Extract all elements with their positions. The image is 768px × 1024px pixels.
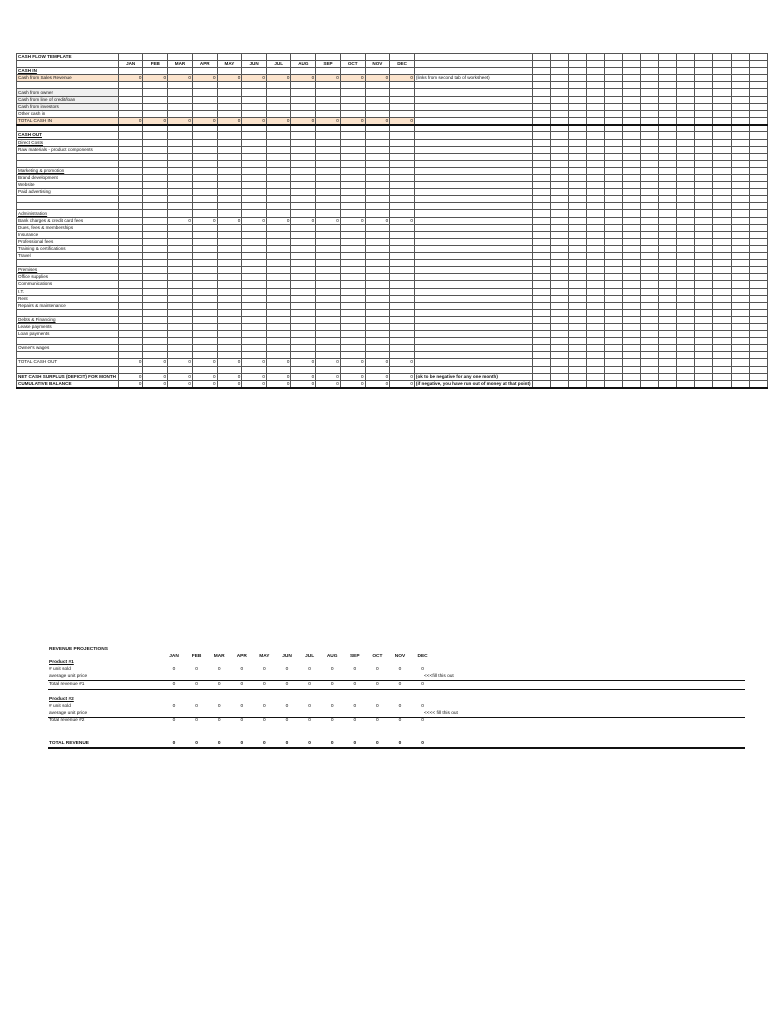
units-cell: 0 — [195, 704, 198, 709]
month-header: AUG — [326, 654, 338, 659]
month-cell[interactable]: 0 — [118, 380, 143, 388]
month-cell[interactable]: 0 — [390, 373, 415, 380]
month-header[interactable]: NOV — [365, 61, 390, 68]
month-cell[interactable]: 0 — [291, 359, 316, 366]
month-cell[interactable]: 0 — [143, 117, 168, 125]
total-revenue-cell: 0 — [285, 741, 289, 746]
total-cell: 0 — [421, 718, 424, 723]
total-revenue-cell: 0 — [240, 741, 244, 746]
month-cell[interactable]: 0 — [168, 217, 193, 224]
month-cell[interactable]: 0 — [118, 373, 143, 380]
total-cell: 0 — [240, 682, 244, 687]
total-cell: 0 — [195, 718, 198, 723]
month-cell[interactable]: 0 — [316, 380, 341, 388]
row-divider — [48, 680, 745, 681]
row-label[interactable]: Communications — [17, 281, 119, 288]
row-label[interactable]: Debts & Financing — [17, 316, 119, 323]
month-cell[interactable]: 0 — [143, 359, 168, 366]
units-cell: 0 — [376, 667, 379, 672]
month-cell[interactable]: 0 — [217, 359, 242, 366]
month-header: APR — [236, 654, 247, 659]
row-label[interactable]: Travel — [17, 253, 119, 260]
total-revenue-cell: 0 — [308, 741, 311, 746]
month-cell[interactable]: 0 — [217, 75, 242, 82]
row-label[interactable]: Rent — [17, 295, 119, 302]
units-cell: 0 — [240, 704, 244, 709]
units-cell: 0 — [285, 667, 289, 672]
month-cell[interactable]: 0 — [192, 117, 217, 125]
units-cell: 0 — [308, 704, 311, 709]
row-label[interactable]: Loan payments — [17, 331, 119, 338]
month-cell[interactable]: 0 — [242, 380, 267, 388]
total-cell: 0 — [195, 682, 198, 687]
month-cell[interactable]: 0 — [118, 75, 143, 82]
row-label[interactable]: Marketing & promotion — [17, 167, 119, 174]
month-cell[interactable]: 0 — [143, 75, 168, 82]
row-label[interactable]: Repairs & maintenance — [17, 302, 119, 309]
month-header[interactable]: JUL — [266, 61, 291, 68]
month-cell[interactable]: 0 — [291, 217, 316, 224]
row-note[interactable]: (links from second tab of worksheet) — [414, 75, 532, 82]
units-cell: 0 — [421, 667, 424, 672]
month-cell[interactable]: 0 — [192, 217, 217, 224]
total-cell: 0 — [398, 718, 402, 723]
month-cell[interactable]: 0 — [390, 380, 415, 388]
month-header: JUL — [305, 654, 315, 659]
total-revenue-cell: 0 — [353, 741, 357, 746]
row-label[interactable]: Administration — [17, 210, 119, 217]
units-cell: 0 — [285, 704, 289, 709]
month-cell[interactable]: 0 — [242, 373, 267, 380]
row-label[interactable]: Owner's wages — [17, 345, 119, 352]
month-cell[interactable]: 0 — [316, 373, 341, 380]
month-cell[interactable]: 0 — [340, 380, 365, 388]
row-label[interactable]: Direct Costs — [17, 139, 119, 146]
product2-units-label: # unit sold — [49, 704, 71, 709]
month-cell[interactable]: 0 — [143, 380, 168, 388]
month-cell[interactable]: 0 — [168, 380, 193, 388]
month-cell[interactable]: 0 — [291, 75, 316, 82]
month-cell[interactable]: 0 — [316, 75, 341, 82]
month-cell[interactable]: 0 — [291, 373, 316, 380]
month-cell[interactable]: 0 — [217, 217, 242, 224]
month-cell[interactable]: 0 — [143, 373, 168, 380]
row-label[interactable]: Lease payments — [17, 323, 119, 330]
units-cell: 0 — [172, 667, 176, 672]
month-cell[interactable]: 0 — [118, 117, 143, 125]
total-divider — [48, 747, 745, 749]
row-label[interactable]: TOTAL CASH OUT — [17, 359, 119, 366]
units-cell: 0 — [398, 704, 402, 709]
row-label[interactable]: Cash from investors — [17, 103, 119, 110]
total-cell: 0 — [217, 682, 221, 687]
row-note[interactable]: (ok to be negative for any one month) — [414, 373, 532, 380]
month-header[interactable]: JUN — [242, 61, 267, 68]
month-cell[interactable]: 0 — [365, 359, 390, 366]
month-cell[interactable]: 0 — [242, 75, 267, 82]
month-cell[interactable]: 0 — [192, 359, 217, 366]
month-cell[interactable]: 0 — [192, 373, 217, 380]
units-cell: 0 — [330, 704, 334, 709]
month-cell[interactable]: 0 — [168, 75, 193, 82]
month-cell[interactable]: 0 — [242, 359, 267, 366]
total-cell: 0 — [172, 718, 176, 723]
month-cell[interactable]: 0 — [365, 373, 390, 380]
total-cell: 0 — [330, 718, 334, 723]
row-label[interactable]: Premises — [17, 267, 119, 274]
month-cell[interactable]: 0 — [192, 380, 217, 388]
row-label[interactable]: Dues, fees & memberships — [17, 224, 119, 231]
month-header[interactable]: MAR — [168, 61, 193, 68]
total-revenue-cell: 0 — [330, 741, 334, 746]
total-cell: 0 — [398, 682, 402, 687]
units-cell: 0 — [217, 667, 221, 672]
row-label[interactable]: Cash from line of credit/loan — [17, 96, 119, 103]
row-label[interactable]: Bank charges & credit card fees — [17, 217, 119, 224]
row-label[interactable]: Website — [17, 182, 119, 189]
row-label[interactable]: CASH IN — [17, 68, 119, 75]
month-header: FEB — [191, 654, 202, 659]
row-label[interactable]: CUMULATIVE BALANCE — [17, 380, 119, 388]
total-revenue-cell: 0 — [263, 741, 266, 746]
month-header: JAN — [169, 654, 179, 659]
month-cell[interactable]: 0 — [168, 373, 193, 380]
row-label[interactable]: CASH OUT — [17, 132, 119, 139]
month-cell[interactable]: 0 — [316, 359, 341, 366]
month-cell[interactable]: 0 — [390, 75, 415, 82]
total-revenue-cell: 0 — [172, 741, 176, 746]
month-cell[interactable]: 0 — [168, 117, 193, 125]
row-label[interactable]: Training & certifications — [17, 245, 119, 252]
units-cell: 0 — [263, 667, 266, 672]
product2-price-note: <<<< fill this out — [424, 711, 458, 716]
total-revenue-cell: 0 — [398, 741, 402, 746]
month-cell[interactable]: 0 — [316, 217, 341, 224]
month-cell[interactable]: 0 — [365, 117, 390, 125]
units-cell: 0 — [172, 704, 176, 709]
month-header[interactable]: SEP — [316, 61, 341, 68]
month-cell[interactable]: 0 — [365, 380, 390, 388]
month-header[interactable]: JAN — [118, 61, 143, 68]
month-cell[interactable]: 0 — [390, 359, 415, 366]
month-cell[interactable]: 0 — [390, 217, 415, 224]
row-label[interactable]: Insurance — [17, 231, 119, 238]
month-cell[interactable]: 0 — [291, 117, 316, 125]
units-cell: 0 — [330, 667, 334, 672]
month-header[interactable]: OCT — [340, 61, 365, 68]
row-label[interactable]: CASH FLOW TEMPLATE — [17, 54, 119, 61]
month-cell[interactable]: 0 — [168, 359, 193, 366]
month-cell[interactable]: 0 — [340, 359, 365, 366]
units-cell: 0 — [376, 704, 379, 709]
product1-price-label: average unit price — [49, 674, 88, 679]
product2-price-label: average unit price — [49, 711, 88, 716]
total-cell: 0 — [263, 682, 266, 687]
month-cell[interactable]: 0 — [266, 217, 291, 224]
month-cell[interactable]: 0 — [340, 117, 365, 125]
product1-total-label: Total revenue #1 — [49, 682, 85, 687]
month-header: MAR — [213, 654, 225, 659]
month-cell[interactable]: 0 — [390, 117, 415, 125]
total-revenue-label: TOTAL REVENUE — [49, 741, 89, 746]
total-cell: 0 — [217, 718, 221, 723]
total-cell: 0 — [285, 682, 289, 687]
row-label[interactable]: I.T. — [17, 288, 119, 295]
total-cell: 0 — [353, 682, 357, 687]
month-cell[interactable]: 0 — [242, 217, 267, 224]
month-header[interactable]: AUG — [291, 61, 316, 68]
month-cell[interactable]: 0 — [217, 380, 242, 388]
month-cell[interactable]: 0 — [291, 380, 316, 388]
month-header[interactable]: FEB — [143, 61, 168, 68]
units-cell: 0 — [353, 704, 357, 709]
total-revenue-cell: 0 — [421, 741, 424, 746]
units-cell: 0 — [421, 704, 424, 709]
total-cell: 0 — [376, 682, 379, 687]
month-cell[interactable]: 0 — [266, 117, 291, 125]
month-header: OCT — [372, 654, 383, 659]
month-header: SEP — [349, 654, 360, 659]
units-cell: 0 — [308, 667, 311, 672]
row-label[interactable]: Brand development — [17, 175, 119, 182]
total-cell: 0 — [263, 718, 266, 723]
total-cell: 0 — [285, 718, 289, 723]
total-cell: 0 — [421, 682, 424, 687]
month-cell[interactable]: 0 — [365, 217, 390, 224]
row-label[interactable]: Professional fees — [17, 238, 119, 245]
units-cell: 0 — [353, 667, 357, 672]
units-cell: 0 — [263, 704, 266, 709]
month-header: JUN — [282, 654, 292, 659]
month-cell[interactable]: 0 — [192, 75, 217, 82]
month-cell[interactable]: 0 — [340, 75, 365, 82]
product1-name: Product #1 — [49, 660, 74, 665]
total-revenue-cell: 0 — [195, 741, 198, 746]
units-cell: 0 — [398, 667, 402, 672]
month-cell[interactable]: 0 — [266, 75, 291, 82]
month-cell[interactable]: 0 — [217, 373, 242, 380]
row-label[interactable]: Office supplies — [17, 274, 119, 281]
row-label[interactable]: Raw materials - product components — [17, 146, 119, 153]
total-cell: 0 — [308, 682, 311, 687]
month-header[interactable]: MAY — [217, 61, 242, 68]
total-cell: 0 — [240, 718, 244, 723]
month-cell[interactable]: 0 — [266, 359, 291, 366]
month-cell[interactable]: 0 — [365, 75, 390, 82]
month-cell[interactable]: 0 — [242, 117, 267, 125]
units-cell: 0 — [217, 704, 221, 709]
month-cell[interactable]: 0 — [266, 373, 291, 380]
total-revenue-cell: 0 — [376, 741, 379, 746]
total-cell: 0 — [330, 682, 334, 687]
row-label[interactable]: Cash from Sales Revenue — [17, 75, 119, 82]
total-cell: 0 — [353, 718, 357, 723]
month-cell[interactable]: 0 — [340, 217, 365, 224]
month-cell[interactable]: 0 — [316, 117, 341, 125]
month-header: DEC — [417, 654, 428, 659]
month-header: MAY — [259, 654, 270, 659]
row-label[interactable]: Cash from owner — [17, 89, 119, 96]
month-header[interactable]: APR — [192, 61, 217, 68]
product2-total-label: Total revenue #2 — [49, 718, 85, 723]
row-label[interactable]: TOTAL CASH IN — [17, 117, 119, 125]
total-cell: 0 — [308, 718, 311, 723]
row-divider — [48, 689, 745, 690]
month-cell[interactable]: 0 — [118, 359, 143, 366]
units-cell: 0 — [240, 667, 244, 672]
product1-units-label: # unit sold — [49, 667, 71, 672]
month-cell[interactable]: 0 — [217, 117, 242, 125]
total-revenue-cell: 0 — [217, 741, 221, 746]
row-note[interactable]: (if negative, you have run out of money at that point) — [415, 380, 531, 386]
total-cell: 0 — [172, 682, 176, 687]
row-label[interactable]: NET CASH SURPLUS (DEFICIT) FOR MONTH — [17, 373, 119, 380]
product1-price-note: <<<fill this out — [424, 674, 454, 679]
month-header: NOV — [394, 654, 406, 659]
units-cell: 0 — [195, 667, 198, 672]
month-header[interactable]: DEC — [390, 61, 415, 68]
row-label[interactable]: Other cash in — [17, 110, 119, 117]
product2-name: Product #2 — [49, 697, 74, 702]
row-label[interactable]: Paid advertising — [17, 189, 119, 196]
total-cell: 0 — [376, 718, 379, 723]
month-cell[interactable]: 0 — [340, 373, 365, 380]
month-cell[interactable]: 0 — [266, 380, 291, 388]
revenue-title: REVENUE PROJECTIONS — [49, 647, 108, 652]
